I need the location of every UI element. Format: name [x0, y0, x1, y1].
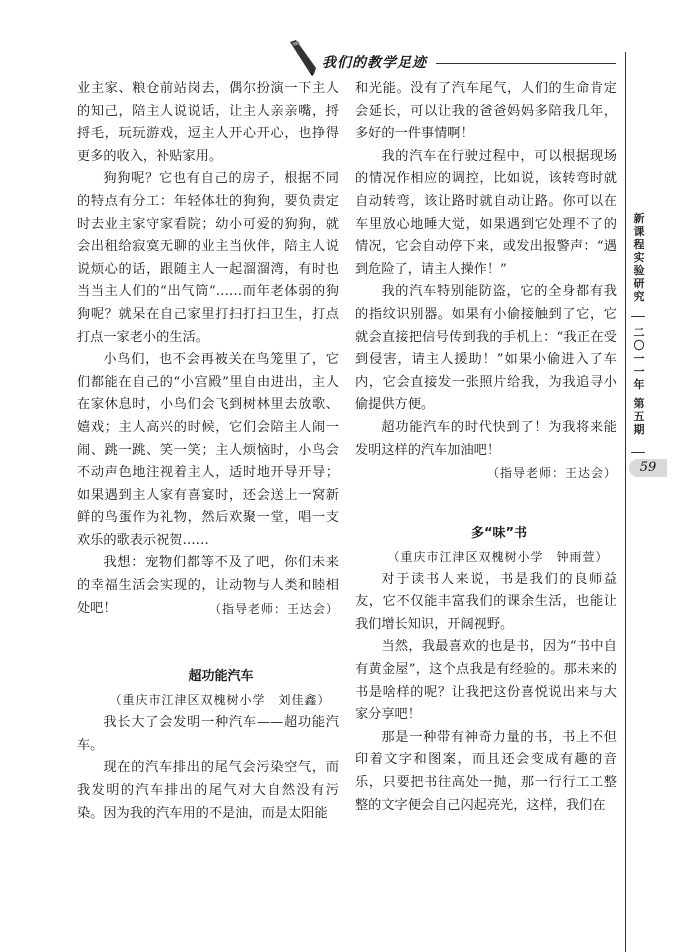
side-date-label	[630, 326, 648, 436]
article-title: 超功能汽车	[188, 669, 254, 685]
paragraph: 对于读书人来说，书是我们的良师益友，它不仅能丰富我们的课余生活，也能让我们增长知识，开阔视野。	[355, 571, 617, 632]
paragraph: 那是一种带有神奇力量的书，书上不但印着文字和图案，而且还会变成有趣的音乐，只要把书往高处一抛，那一行行工工整整的文字便会自己闪起亮光，这样，我们在	[355, 729, 617, 813]
side-divider	[631, 452, 645, 453]
advisor-signoff: （指导老师：王达会）	[486, 466, 617, 481]
header-title: 我们的教学足迹	[322, 55, 427, 71]
pen-icon	[284, 38, 324, 78]
paragraph	[77, 552, 339, 620]
right-column	[355, 78, 617, 817]
article-byline: （重庆市江津区双槐树小学 刘佳鑫）	[109, 693, 331, 708]
paragraph: 我的汽车在行驶过程中，可以根据现场的情况作相应的调控，比如说，该转弯时就自动转弯，该让路时就自动让路。你可以在车里放心地睡大觉，如果遇到它处理不了的情况，它会自动停下来，或发出报警声：“遇到危险了，请主人操作！”	[355, 148, 617, 277]
journal-name: 新 课 程 实 验 研 究	[633, 212, 645, 303]
side-rule	[625, 52, 626, 952]
side-divider	[631, 316, 645, 317]
paragraph: 我的汽车特别能防盗，它的全身都有我的指纹识别器。如果有小偷接触到了它，它就会直接把信号传到我的手机上：“我正在受到侵害，请主人援助！”如果小偷进入了车内，它会直接发一张照片给我，为我追寻小偷提供方便。	[355, 284, 617, 413]
article-byline: （重庆市江津区双槐树小学 钟雨萱）	[387, 549, 609, 564]
paragraph-text: 我想：宠物们都等不及了吧，你们未来的幸福生活会实现的，让动物与人类和睦相处吧！	[77, 555, 339, 616]
paragraph: 和光能。没有了汽车尾气，人们的生命肯定会延长，可以让我的爸爸妈妈多陪我几年，多好的一件事情啊！	[355, 81, 617, 142]
paragraph: 狗狗呢？它也有自己的房子，根据不同的特点有分工：年轻体壮的狗狗，要负责定时去业主家守家看院；幼小可爱的狗狗，就会出租给寂寞无聊的业主当伙伴，陪主人说说烦心的话，跟随主人一起溜溜湾，有时也当当主人们的“出气筒”……而年老体弱的狗狗呢？就呆在自己家里打扫打扫卫生，打点打点一家老小的生活。	[77, 171, 339, 345]
header-rule	[436, 63, 616, 64]
paragraph: 业主家、粮仓前站岗去，偶尔扮演一下主人的知己，陪主人说说话，让主人亲亲嘴，捋捋毛，玩玩游戏，逗主人开心开心，也挣得更多的收入，补贴家用。	[77, 81, 339, 164]
journal-year: 二 〇 一 一 年	[633, 326, 645, 391]
left-column	[77, 78, 339, 825]
paragraph: 小鸟们，也不会再被关在鸟笼里了，它们都能在自己的“小宫殿”里自由进出，主人在家休息时，小鸟们会飞到树林里去放歌、嬉戏；主人高兴的时候，它们会陪主人闹一闹、跳一跳、笑一笑；主人烦恼时，小鸟会不动声色地注视着主人，适时地开导开导；如果遇到主人家有喜宴时，还会送上一窝新鲜的鸟蛋作为礼物，然后欢聚一堂，唱一支欢乐的歌表示祝贺……	[77, 352, 339, 548]
paragraph: 我长大了会发明一种汽车——超功能汽车。	[77, 715, 339, 753]
paragraph: 现在的汽车排出的尾气会污染空气，而我发明的汽车排出的尾气对大自然没有污染。因为我的汽车用的不是油，而是太阳能	[77, 760, 339, 821]
journal-issue: 第 五 期	[633, 397, 645, 436]
paragraph: 超功能汽车的时代快到了！为我将来能发明这样的汽车加油吧！	[355, 419, 617, 458]
article-title: 多“味”书	[470, 525, 528, 541]
advisor-signoff: （指导老师：王达会）	[208, 601, 339, 616]
page-number: 59	[629, 459, 667, 477]
running-header	[0, 18, 680, 78]
side-journal-label	[630, 212, 648, 303]
paragraph: 当然，我最喜欢的也是书，因为“书中自有黄金屋”，这个点我是有经验的。那未来的书是啥样的呢？让我把这份喜悦说出来与大家分享吧！	[355, 639, 617, 723]
